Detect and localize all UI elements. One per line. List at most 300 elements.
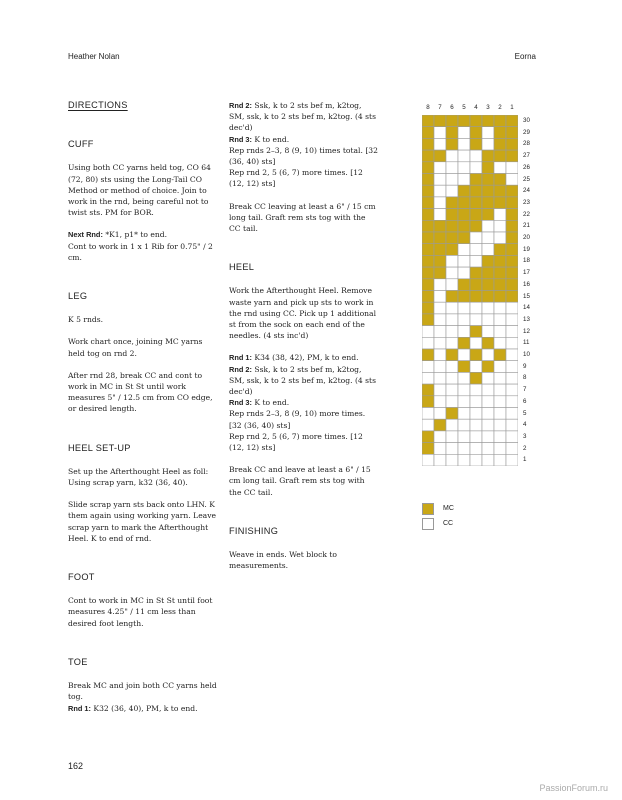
chart-cell: [506, 115, 518, 127]
chart-cell: [422, 138, 434, 150]
chart-cell: [458, 174, 470, 186]
chart-cell: [422, 174, 434, 186]
chart-column-label: 1: [510, 104, 514, 111]
chart-cell: [422, 454, 434, 466]
chart-cell: [494, 279, 506, 291]
chart-cell: [458, 291, 470, 303]
toe-paragraph: Break MC and join both CC yarns held tog.: [68, 681, 217, 702]
chart-row-label: 13: [523, 315, 530, 323]
chart-cell: [482, 454, 494, 466]
chart-cell: [434, 291, 446, 303]
chart-cell: [482, 302, 494, 314]
chart-cell: [434, 255, 446, 267]
chart-cell: [446, 209, 458, 221]
chart-cell: [434, 162, 446, 174]
chart-cell: [506, 185, 518, 197]
chart-cell: [434, 185, 446, 197]
chart-cell: [422, 302, 434, 314]
chart-cell: [482, 127, 494, 139]
chart-cell: [434, 419, 446, 431]
colorwork-chart: [422, 115, 518, 466]
chart-cell: [470, 138, 482, 150]
chart-cell: [470, 185, 482, 197]
chart-cell: [482, 396, 494, 408]
finishing-paragraph: Weave in ends. Wet block to measurements.: [229, 550, 338, 571]
chart-row-label: 20: [523, 234, 530, 241]
chart-cell: [506, 361, 518, 373]
chart-cell: [494, 361, 506, 373]
chart-cell: [494, 443, 506, 455]
chart-cell: [434, 267, 446, 279]
chart-cell: [482, 244, 494, 256]
chart-cell: [458, 197, 470, 209]
cuff-rib-paragraph: Cont to work in 1 x 1 Rib for 0.75" / 2 cm.: [68, 241, 213, 262]
chart-cell: [446, 138, 458, 150]
chart-column-label: 7: [438, 104, 442, 111]
chart-cell: [458, 396, 470, 408]
chart-cell: [458, 244, 470, 256]
chart-cell: [422, 431, 434, 443]
heel-round-2-text: Ssk, k to 2 sts bef m, k2tog, SM, ssk, k to 2 sts bef m, k2tog. (4 sts dec'd): [229, 364, 376, 397]
chart-cell: [482, 174, 494, 186]
chart-cell: [458, 127, 470, 139]
chart-cell: [494, 326, 506, 338]
chart-cell: [482, 408, 494, 420]
chart-cell: [494, 174, 506, 186]
chart-cell: [494, 244, 506, 256]
chart-cell: [506, 314, 518, 326]
chart-cell: [494, 408, 506, 420]
chart-row-label: 6: [523, 397, 527, 405]
chart-column-label: 5: [462, 104, 466, 111]
chart-cell: [470, 302, 482, 314]
chart-cell: [506, 244, 518, 256]
heel-break-paragraph: Break CC and leave at least a 6" / 15 cm long tail. Graft rem sts tog with the CC tail.: [229, 465, 371, 497]
toe-heading: TOE: [68, 656, 88, 667]
heel-setup-heading: HEEL SET-UP: [68, 442, 131, 453]
chart-cell: [482, 291, 494, 303]
chart-cell: [494, 255, 506, 267]
chart-cell: [458, 443, 470, 455]
chart-cell: [446, 115, 458, 127]
chart-cell: [506, 255, 518, 267]
chart-row-label: 23: [523, 198, 530, 206]
chart-cell: [470, 326, 482, 338]
chart-cell: [482, 326, 494, 338]
chart-cell: [434, 454, 446, 466]
heel-paragraph: Work the Afterthought Heel. Remove waste yarn and pick up sts to work in the rnd using CC. Pick up 1 additional st from the sock on each end of the needles. (4 sts inc'd): [229, 286, 376, 341]
chart-cell: [506, 127, 518, 139]
chart-row-label: 11: [523, 339, 530, 347]
chart-cell: [482, 279, 494, 291]
chart-cell: [482, 431, 494, 443]
chart-row-label: 27: [523, 152, 530, 160]
chart-cell: [446, 337, 458, 349]
chart-cell: [470, 150, 482, 162]
heel-repeat-2: Rep rnd 2, 5 (6, 7) more times. [12 (12, 12) sts]: [229, 431, 363, 453]
chart-row-label: 5: [523, 409, 527, 417]
legend-cc-swatch: [422, 518, 434, 530]
heel-round-3: [229, 397, 379, 408]
chart-row-label: 14: [523, 304, 530, 312]
chart-cell: [434, 138, 446, 150]
chart-cell: [482, 162, 494, 174]
chart-row-label: 25: [523, 175, 530, 183]
cuff-next-round: [68, 229, 218, 240]
chart-row-label: 19: [523, 245, 530, 253]
page-number: 162: [68, 761, 84, 771]
chart-cell: [470, 314, 482, 326]
chart-cell: [482, 267, 494, 279]
chart-cell: [458, 454, 470, 466]
chart-cell: [446, 232, 458, 244]
chart-cell: [470, 408, 482, 420]
foot-paragraph: Cont to work in MC in St St until foot measures 4.25" / 11 cm less than desired foot length.: [68, 596, 213, 628]
chart-cell: [482, 220, 494, 232]
next-round-text: *K1, p1* to end.: [102, 230, 168, 240]
chart-cell: [506, 419, 518, 431]
chart-cell: [494, 372, 506, 384]
chart-cell: [494, 384, 506, 396]
toe-round-1: [68, 703, 218, 714]
chart-cell: [422, 220, 434, 232]
chart-row-label: 21: [523, 222, 530, 230]
chart-cell: [458, 115, 470, 127]
chart-cell: [470, 232, 482, 244]
chart-cell: [494, 115, 506, 127]
chart-cell: [434, 174, 446, 186]
chart-cell: [422, 349, 434, 361]
chart-cell: [458, 162, 470, 174]
chart-cell: [494, 209, 506, 221]
chart-column-label: 4: [474, 104, 478, 111]
chart-cell: [446, 326, 458, 338]
chart-row-label: 3: [523, 432, 527, 440]
chart-cell: [494, 185, 506, 197]
chart-cell: [494, 454, 506, 466]
next-round-label: Next Rnd:: [68, 230, 103, 240]
chart-cell: [506, 408, 518, 420]
chart-cell: [494, 150, 506, 162]
chart-cell: [434, 349, 446, 361]
chart-cell: [506, 197, 518, 209]
chart-cell: [434, 150, 446, 162]
chart-cell: [422, 443, 434, 455]
chart-cell: [458, 255, 470, 267]
chart-cell: [458, 302, 470, 314]
chart-row-label: 4: [523, 421, 527, 429]
chart-column-label: 6: [450, 104, 454, 111]
heel-round-3-text: K to end.: [252, 398, 290, 408]
chart-cell: [470, 361, 482, 373]
toe-round-3-text: K to end.: [252, 134, 290, 144]
chart-cell: [422, 267, 434, 279]
chart-cell: [470, 349, 482, 361]
chart-row-label: 18: [523, 257, 530, 265]
chart-cell: [458, 138, 470, 150]
chart-row-label: 12: [523, 327, 530, 335]
chart-cell: [458, 349, 470, 361]
chart-cell: [482, 361, 494, 373]
chart-row-label: 24: [523, 187, 530, 195]
chart-cell: [434, 408, 446, 420]
chart-row-label: 2: [523, 444, 527, 452]
chart-cell: [434, 396, 446, 408]
heel-round-2: [229, 364, 379, 398]
chart-column-label: 3: [486, 104, 490, 111]
chart-cell: [446, 302, 458, 314]
chart-cell: [446, 244, 458, 256]
chart-cell: [446, 150, 458, 162]
chart-cell: [482, 255, 494, 267]
chart-cell: [458, 314, 470, 326]
chart-cell: [470, 255, 482, 267]
chart-cell: [506, 372, 518, 384]
chart-cell: [506, 454, 518, 466]
chart-cell: [446, 431, 458, 443]
chart-cell: [422, 197, 434, 209]
leg-paragraph-3: After rnd 28, break CC and cont to work in MC in St St until work measures 5" / 12.5 cm from CO edge, or desired length.: [68, 370, 213, 414]
chart-cell: [434, 115, 446, 127]
chart-cell: [506, 302, 518, 314]
chart-cell: [434, 443, 446, 455]
chart-cell: [506, 209, 518, 221]
chart-cell: [422, 150, 434, 162]
chart-cell: [446, 127, 458, 139]
chart-row-label: 29: [523, 128, 530, 136]
chart-cell: [470, 396, 482, 408]
chart-cell: [422, 384, 434, 396]
chart-cell: [470, 244, 482, 256]
chart-cell: [482, 185, 494, 197]
chart-cell: [458, 150, 470, 162]
chart-cell: [458, 337, 470, 349]
chart-cell: [482, 138, 494, 150]
chart-cell: [482, 337, 494, 349]
chart-cell: [434, 302, 446, 314]
watermark: PassionForum.ru: [539, 783, 608, 793]
chart-row-label: 30: [523, 117, 530, 124]
chart-cell: [422, 361, 434, 373]
chart-row-label: 26: [523, 163, 530, 171]
chart-cell: [458, 232, 470, 244]
chart-cell: [458, 384, 470, 396]
chart-cell: [434, 361, 446, 373]
chart-cell: [434, 244, 446, 256]
chart-row-label: 22: [523, 210, 530, 218]
chart-cell: [494, 302, 506, 314]
toe-break-paragraph: Break CC leaving at least a 6" / 15 cm long tail. Graft rem sts tog with the CC tail.: [229, 201, 376, 234]
toe-repeat-2: Rep rnd 2, 5 (6, 7) more times. [12 (12, 12) sts]: [229, 168, 363, 189]
chart-cell: [458, 408, 470, 420]
chart-cell: [482, 443, 494, 455]
chart-cell: [446, 361, 458, 373]
chart-column-label: 8: [426, 104, 430, 111]
chart-cell: [458, 431, 470, 443]
chart-cell: [422, 419, 434, 431]
chart-cell: [506, 138, 518, 150]
chart-cell: [434, 314, 446, 326]
chart-cell: [422, 408, 434, 420]
heel-repeat-1: Rep rnds 2–3, 8 (9, 10) more times. [32 (36, 40) sts]: [229, 409, 366, 430]
chart-cell: [494, 419, 506, 431]
chart-cell: [434, 209, 446, 221]
chart-cell: [470, 197, 482, 209]
chart-cell: [446, 174, 458, 186]
legend-mc-label: MC: [443, 505, 454, 512]
chart-row-label: 8: [523, 374, 527, 382]
chart-column-label: 2: [498, 104, 502, 111]
chart-cell: [506, 162, 518, 174]
legend-mc-swatch: [422, 503, 434, 515]
chart-row-label: 15: [523, 292, 530, 300]
chart-cell: [506, 384, 518, 396]
chart-cell: [434, 337, 446, 349]
chart-cell: [482, 349, 494, 361]
chart-cell: [422, 279, 434, 291]
chart-cell: [434, 372, 446, 384]
toe-round-3-label: Rnd 3:: [229, 134, 252, 144]
chart-cell: [494, 291, 506, 303]
chart-cell: [458, 209, 470, 221]
chart-cell: [506, 431, 518, 443]
chart-cell: [422, 255, 434, 267]
chart-cell: [470, 337, 482, 349]
chart-row-label: 28: [523, 140, 530, 148]
toe-round-1-text: K32 (36, 40), PM, k to end.: [91, 703, 198, 713]
chart-cell: [422, 209, 434, 221]
chart-cell: [446, 185, 458, 197]
chart-cell: [470, 209, 482, 221]
chart-cell: [422, 244, 434, 256]
chart-cell: [506, 267, 518, 279]
heel-heading: HEEL: [229, 262, 255, 273]
chart-cell: [434, 326, 446, 338]
running-header-author: Heather Nolan: [68, 52, 120, 61]
chart-cell: [506, 232, 518, 244]
chart-cell: [506, 150, 518, 162]
chart-cell: [494, 314, 506, 326]
chart-cell: [422, 314, 434, 326]
chart-cell: [434, 197, 446, 209]
chart-cell: [422, 396, 434, 408]
heel-round-1-text: K34 (38, 42), PM, k to end.: [252, 353, 359, 363]
chart-cell: [482, 197, 494, 209]
foot-heading: FOOT: [68, 572, 95, 583]
running-header-title: Eorna: [514, 52, 536, 61]
cuff-paragraph: Using both CC yarns held tog, CO 64 (72, 80) sts using the Long-Tail CO Method or method of choice. Join to work in the rnd, being careful not to twist sts. PM for BOR.: [68, 163, 211, 218]
chart-cell: [446, 291, 458, 303]
chart-cell: [506, 349, 518, 361]
left-column: [68, 100, 218, 725]
chart-cell: [422, 372, 434, 384]
chart-cell: [506, 396, 518, 408]
leg-paragraph-2: Work chart once, joining MC yarns held tog on rnd 2.: [68, 337, 203, 358]
heel-round-3-label: Rnd 3:: [229, 398, 252, 408]
chart-cell: [494, 127, 506, 139]
chart-row-label: 16: [523, 280, 530, 288]
heel-setup-paragraph-2: Slide scrap yarn sts back onto LHN. K them again using working yarn. Leave scrap yarn to mark the Afterthought Heel. K to end of rnd.: [68, 500, 216, 543]
chart-cell: [446, 197, 458, 209]
chart-cell: [494, 349, 506, 361]
chart-cell: [446, 267, 458, 279]
middle-column: [229, 100, 379, 583]
chart-cell: [422, 115, 434, 127]
chart-row-label: 10: [523, 351, 530, 358]
toe-round-1-label: Rnd 1:: [68, 703, 91, 713]
chart-cell: [446, 220, 458, 232]
chart-cell: [446, 162, 458, 174]
chart-cell: [470, 372, 482, 384]
chart-cell: [506, 174, 518, 186]
chart-cell: [446, 443, 458, 455]
directions-heading: DIRECTIONS: [68, 100, 128, 110]
chart-cell: [482, 150, 494, 162]
chart-cell: [482, 115, 494, 127]
toe-round-2-label: Rnd 2:: [229, 101, 252, 110]
chart-cell: [470, 443, 482, 455]
chart-cell: [482, 232, 494, 244]
leg-heading: LEG: [68, 291, 88, 302]
heel-round-1-label: Rnd 1:: [229, 353, 252, 363]
chart-cell: [482, 209, 494, 221]
chart-cell: [470, 279, 482, 291]
chart-row-label: 1: [523, 456, 527, 464]
chart-cell: [470, 115, 482, 127]
chart-cell: [434, 384, 446, 396]
chart-cell: [422, 291, 434, 303]
chart-cell: [434, 127, 446, 139]
chart-row-label: 9: [523, 362, 527, 370]
chart-cell: [446, 384, 458, 396]
chart-cell: [434, 232, 446, 244]
chart-cell: [506, 279, 518, 291]
chart-cell: [434, 279, 446, 291]
chart-cell: [422, 185, 434, 197]
chart-cell: [446, 279, 458, 291]
chart-cell: [470, 419, 482, 431]
chart-cell: [434, 220, 446, 232]
chart-cell: [506, 291, 518, 303]
chart-cell: [470, 454, 482, 466]
chart-cell: [458, 279, 470, 291]
chart-row-label: 7: [523, 386, 527, 394]
chart-cell: [422, 326, 434, 338]
heel-round-1: [229, 352, 379, 363]
chart-cell: [482, 419, 494, 431]
chart-cell: [506, 326, 518, 338]
finishing-heading: FINISHING: [229, 525, 279, 536]
chart-cell: [458, 419, 470, 431]
chart-cell: [422, 232, 434, 244]
chart-cell: [494, 220, 506, 232]
chart-cell: [446, 454, 458, 466]
chart-cell: [482, 384, 494, 396]
chart-cell: [482, 314, 494, 326]
chart-row-label: 17: [523, 269, 530, 277]
cuff-heading: CUFF: [68, 139, 94, 150]
chart-cell: [494, 431, 506, 443]
chart-cell: [482, 372, 494, 384]
chart-cell: [458, 361, 470, 373]
chart-cell: [446, 314, 458, 326]
chart-cell: [494, 396, 506, 408]
toe-round-2-text: Ssk, k to 2 sts bef m, k2tog, SM, ssk, k to 2 sts bef m, k2tog. (4 sts dec'd): [229, 101, 376, 133]
chart-cell: [458, 185, 470, 197]
chart-cell: [458, 326, 470, 338]
chart-cell: [470, 174, 482, 186]
chart-cell: [458, 267, 470, 279]
